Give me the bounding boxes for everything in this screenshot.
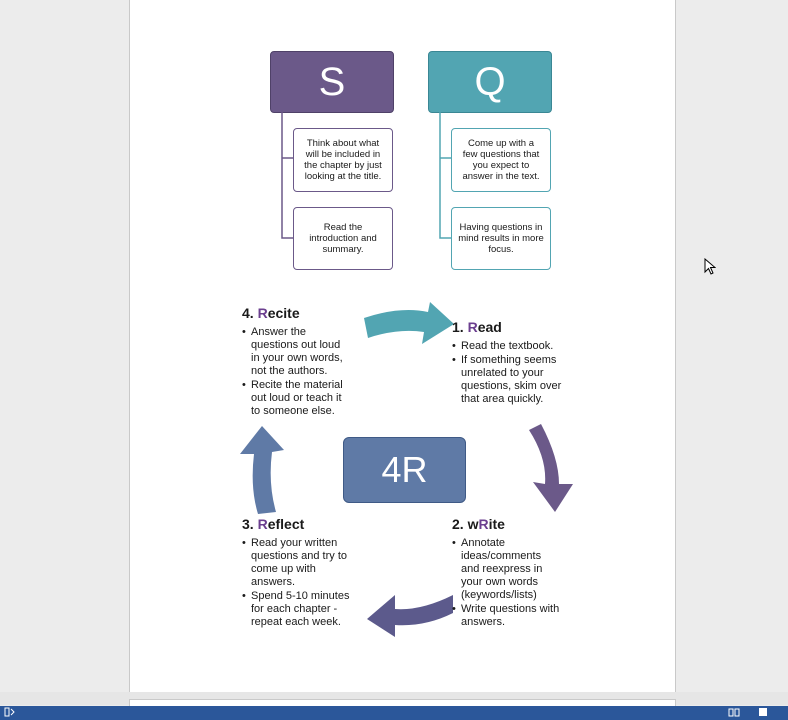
list-item: • Read the textbook. <box>452 340 582 353</box>
s-subbox-intro[interactable]: Read the introduction and summary. <box>293 207 393 270</box>
s-letter: S <box>318 60 346 104</box>
recite-bullets <box>242 326 372 418</box>
arrow-read-to-write <box>525 422 581 514</box>
step-read <box>452 319 582 407</box>
step-reflect <box>242 516 372 630</box>
status-bar <box>0 706 788 720</box>
page-view-icon[interactable] <box>4 707 16 719</box>
step-recite <box>242 305 372 419</box>
q-subbox-focus[interactable]: Having questions in mind results in more focus. <box>451 207 551 270</box>
center-4r-box[interactable]: 4R <box>343 437 466 503</box>
step-write <box>452 516 582 630</box>
s-subbox-title[interactable]: Think about what will be included in the chapter by just looking at the title. <box>293 128 393 192</box>
write-title: 2. wRite <box>452 516 505 532</box>
q-subbox-questions[interactable]: Come up with a few questions that you expect to answer in the text. <box>451 128 551 192</box>
q-header-box[interactable] <box>428 51 552 113</box>
reflect-title: 3. Reflect <box>242 516 305 532</box>
recite-title: 4. Recite <box>242 305 300 321</box>
read-bullets <box>452 340 582 406</box>
arrow-reflect-to-recite <box>236 424 292 516</box>
mouse-cursor-icon <box>704 258 716 276</box>
list-item: • Write questions with answers. <box>452 603 582 629</box>
read-mode-icon[interactable] <box>728 707 740 719</box>
list-item: • If something seems unrelated to your questions, skim over that area quickly. <box>452 354 582 406</box>
list-item: • Read your written questions and try to come up with answers. <box>242 537 372 589</box>
list-item: • Annotate ideas/comments and reexpress in your own words (keywords/lists) <box>452 537 582 602</box>
write-bullets <box>452 537 582 629</box>
arrow-write-to-reflect <box>365 585 457 639</box>
arrow-recite-to-read <box>360 298 460 350</box>
q-letter: Q <box>474 60 506 104</box>
reflect-bullets <box>242 537 372 629</box>
list-item: • Spend 5-10 minutes for each chapter - repeat each week. <box>242 590 372 629</box>
list-item: • Recite the material out loud or teach it to someone else. <box>242 379 372 418</box>
s-header-box[interactable] <box>270 51 394 113</box>
list-item: • Answer the questions out loud in your own words, not the authors. <box>242 326 372 378</box>
print-layout-icon[interactable] <box>758 707 768 719</box>
read-title: 1. Read <box>452 319 502 335</box>
